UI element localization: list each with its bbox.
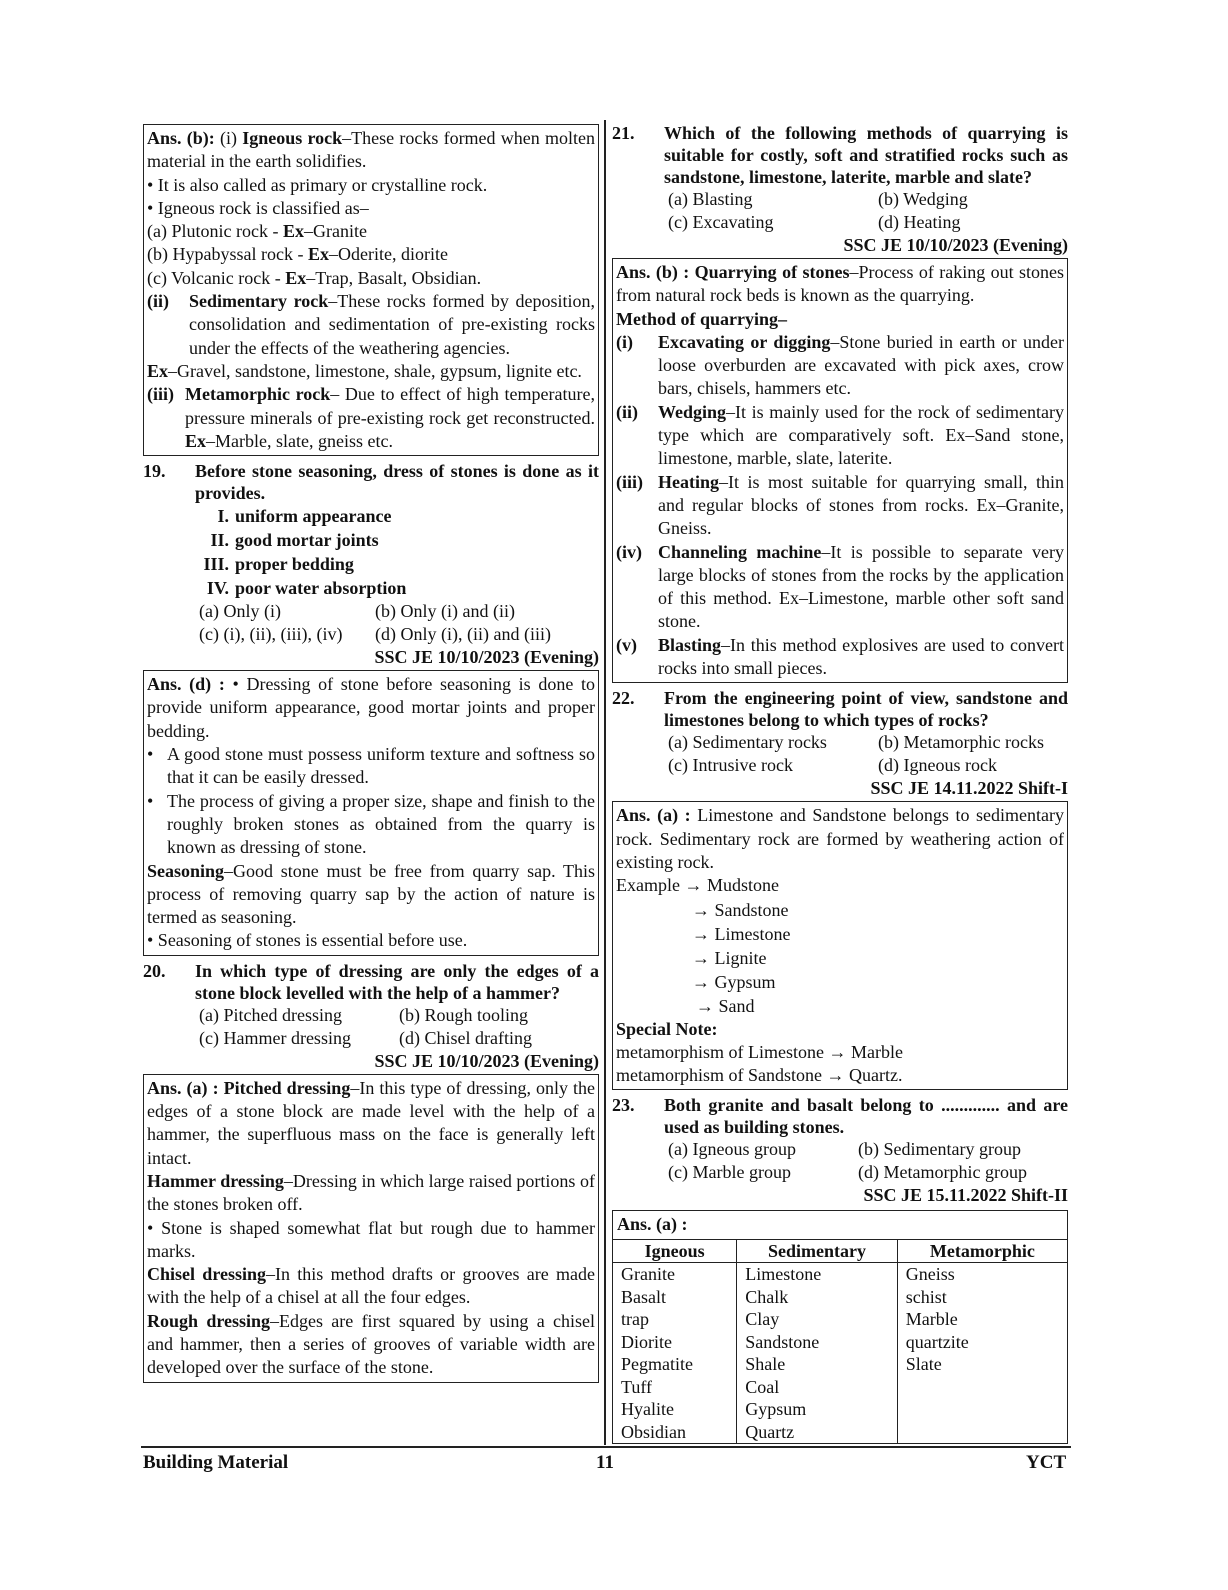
question-19-options: (a) Only (i) (b) Only (i) and (ii) (c) (i), (ii), (iii), (iv) (d) Only (i), (ii) and (iii) (199, 601, 551, 645)
question-19-statements: I. uniform appearance II. good mortar joints III. proper bedding IV. poor water absorption (203, 506, 407, 599)
question-20-source: SSC JE 10/10/2023 (Evening) (374, 1050, 599, 1071)
question-19-source: SSC JE 10/10/2023 (Evening) (374, 647, 599, 668)
left-column (143, 122, 599, 1387)
rock-classification-table (612, 1239, 1068, 1445)
question-20: 20. In which type of dressing are only the edges of a stone block levelled with the help of a hammer? (143, 960, 599, 1003)
footer-publisher: YCT (1026, 1452, 1067, 1473)
table-row: trap Clay Marble (613, 1308, 1068, 1331)
table-row: Granite Limestone Gneiss (613, 1263, 1068, 1286)
table-row: Tuff Coal (613, 1376, 1068, 1399)
question-23: 23. Both granite and basalt belong to ............. and are used as building stones. (612, 1095, 1068, 1138)
table-row: Pegmatite Shale Slate (613, 1353, 1068, 1376)
answer-21-box: Ans. (b) : Quarrying of stones–Process of raking out stones from natural rock beds is known as the quarrying. Method of quarrying– (i) Excavating or digging–Stone buried in earth or under loose overburden are excavated with pick axes, crow bars, chisels, hammers etc. (ii) Wedging–It is mainly used for the rock of sedimentary type which are comparatively soft. Ex–Sand stone, limestone, marble, slate, laterite. (iii) Heating–It is most suitable for quarrying small, thin and regular blocks of stones from rocks. Ex–Granite, Gneiss. (iv) Channeling machine–It is possible to separate very large blocks of stones from the rocks by the application of this method. Ex–Limestone, marble other soft sand stone. (v) Blasting–In this method explosives are used to convert rocks into small pieces. (612, 258, 1068, 683)
question-20-options: (a) Pitched dressing (b) Rough tooling (c) Hammer dressing (d) Chisel drafting (199, 1004, 532, 1048)
question-23-source: SSC JE 15.11.2022 Shift-II (863, 1185, 1068, 1206)
question-19: 19. Before stone seasoning, dress of stones is done as it provides. (143, 461, 599, 504)
table-header: Sedimentary (737, 1239, 898, 1263)
metamorphic-item: (iii) Metamorphic rock– Due to effect of high temperature, pressure minerals of pre-existing rock get reconstructed. Ex–Marble, slate, gneiss etc. (147, 384, 595, 451)
table-row: Diorite Sandstone quartzite (613, 1331, 1068, 1354)
question-21-options: (a) Blasting (b) Wedging (c) Excavating (d) Heating (668, 189, 968, 232)
answer-22-box: Ans. (a) : Limestone and Sandstone belongs to sedimentary rock. Sedimentary rock are formed by weathering action of existing rock. Example → Mudstone → Sandstone → Limestone → Lignite → Gypsum → Sand Special Note: metamorphism of Limestone → Marble metamorphism of Sandstone → Quartz. (612, 801, 1068, 1090)
answer-20-box: Ans. (a) : Pitched dressing–In this type of dressing, only the edges of a stone block are made level with the help of a hammer, the superfluous mass on the face is generally left intact. Hammer dressing–Dressing in which large raised portions of the stones broken off. • Stone is shaped somewhat flat but rough due to hammer marks. Chisel dressing–In this method drafts or grooves are made with the help of a chisel at all the four edges. Rough dressing–Edges are first squared by using a chisel and hammer, then a series of grooves of variable width are developed over the surface of the stone. (143, 1074, 599, 1383)
sedimentary-item: (ii) Sedimentary rock–These rocks formed by deposition, consolidation and sedimentation of pre-existing rocks under the effects of the weathering agencies. (147, 291, 595, 358)
column-divider (604, 120, 606, 1445)
table-header: Igneous (613, 1239, 737, 1263)
answer-23-box: Ans. (a) : Igneous Sedimentary Metamorphic Granite Limestone Gneiss Basalt Chalk schist trap Clay Marble Diorite Sandstone quartzite Pegmatite Shale Slate Tuff Coal Hyalite Gypsum Obsidian Quartz (612, 1210, 1068, 1444)
table-row: Obsidian Quartz (613, 1421, 1068, 1444)
answer-19-box: Ans. (d) : • Dressing of stone before seasoning is done to provide uniform appearance, good mortar joints and proper bedding. • A good stone must possess uniform texture and softness so that it can be easily dressed. • The process of giving a proper size, shape and finish to the roughly broken stones as obtained from the quarry is known as dressing of stone. Seasoning–Good stone must be free from quarry sap. This process of removing quarry sap by the action of nature is termed as seasoning. • Seasoning of stones is essential before use. (143, 670, 599, 956)
question-22-source: SSC JE 14.11.2022 Shift-I (870, 778, 1068, 799)
answer-18-box: Ans. (b): (i) Igneous rock–These rocks formed when molten material in the earth solidifies. • It is also called as primary or crystalline rock. • Igneous rock is classified as– (a) Plutonic rock - Ex–Granite (b) Hypabyssal rock - Ex–Oderite, diorite (c) Volcanic rock - Ex–Trap, Basalt, Obsidian. (ii) Sedimentary rock–These rocks formed by deposition, consolidation and sedimentation of pre-existing rocks under the effects of the weathering agencies. Ex–Gravel, sandstone, limestone, shale, gypsum, lignite etc. (iii) Metamorphic rock– Due to effect of high temperature, pressure minerals of pre-existing rock get reconstructed. Ex–Marble, slate, gneiss etc. (143, 124, 599, 456)
table-header: Metamorphic (897, 1239, 1067, 1263)
question-22: 22. From the engineering point of view, sandstone and limestones belong to which types of rocks? (612, 688, 1068, 731)
question-21-source: SSC JE 10/10/2023 (Evening) (843, 235, 1068, 255)
question-23-options: (a) Igneous group (b) Sedimentary group (c) Marble group (d) Metamorphic group (668, 1139, 1027, 1183)
table-row: Basalt Chalk schist (613, 1286, 1068, 1309)
table-row: Hyalite Gypsum (613, 1398, 1068, 1421)
question-22-options: (a) Sedimentary rocks (b) Metamorphic rocks (c) Intrusive rock (d) Igneous rock (668, 732, 1044, 776)
page-number: 11 (596, 1452, 614, 1473)
question-21: 21. Which of the following methods of quarrying is suitable for costly, soft and stratified rocks such as sandstone, limestone, laterite, marble and slate? (612, 123, 1068, 187)
footer-subject: Building Material (143, 1452, 289, 1473)
right-column (612, 122, 1068, 1444)
footer-rule (141, 1446, 1071, 1448)
